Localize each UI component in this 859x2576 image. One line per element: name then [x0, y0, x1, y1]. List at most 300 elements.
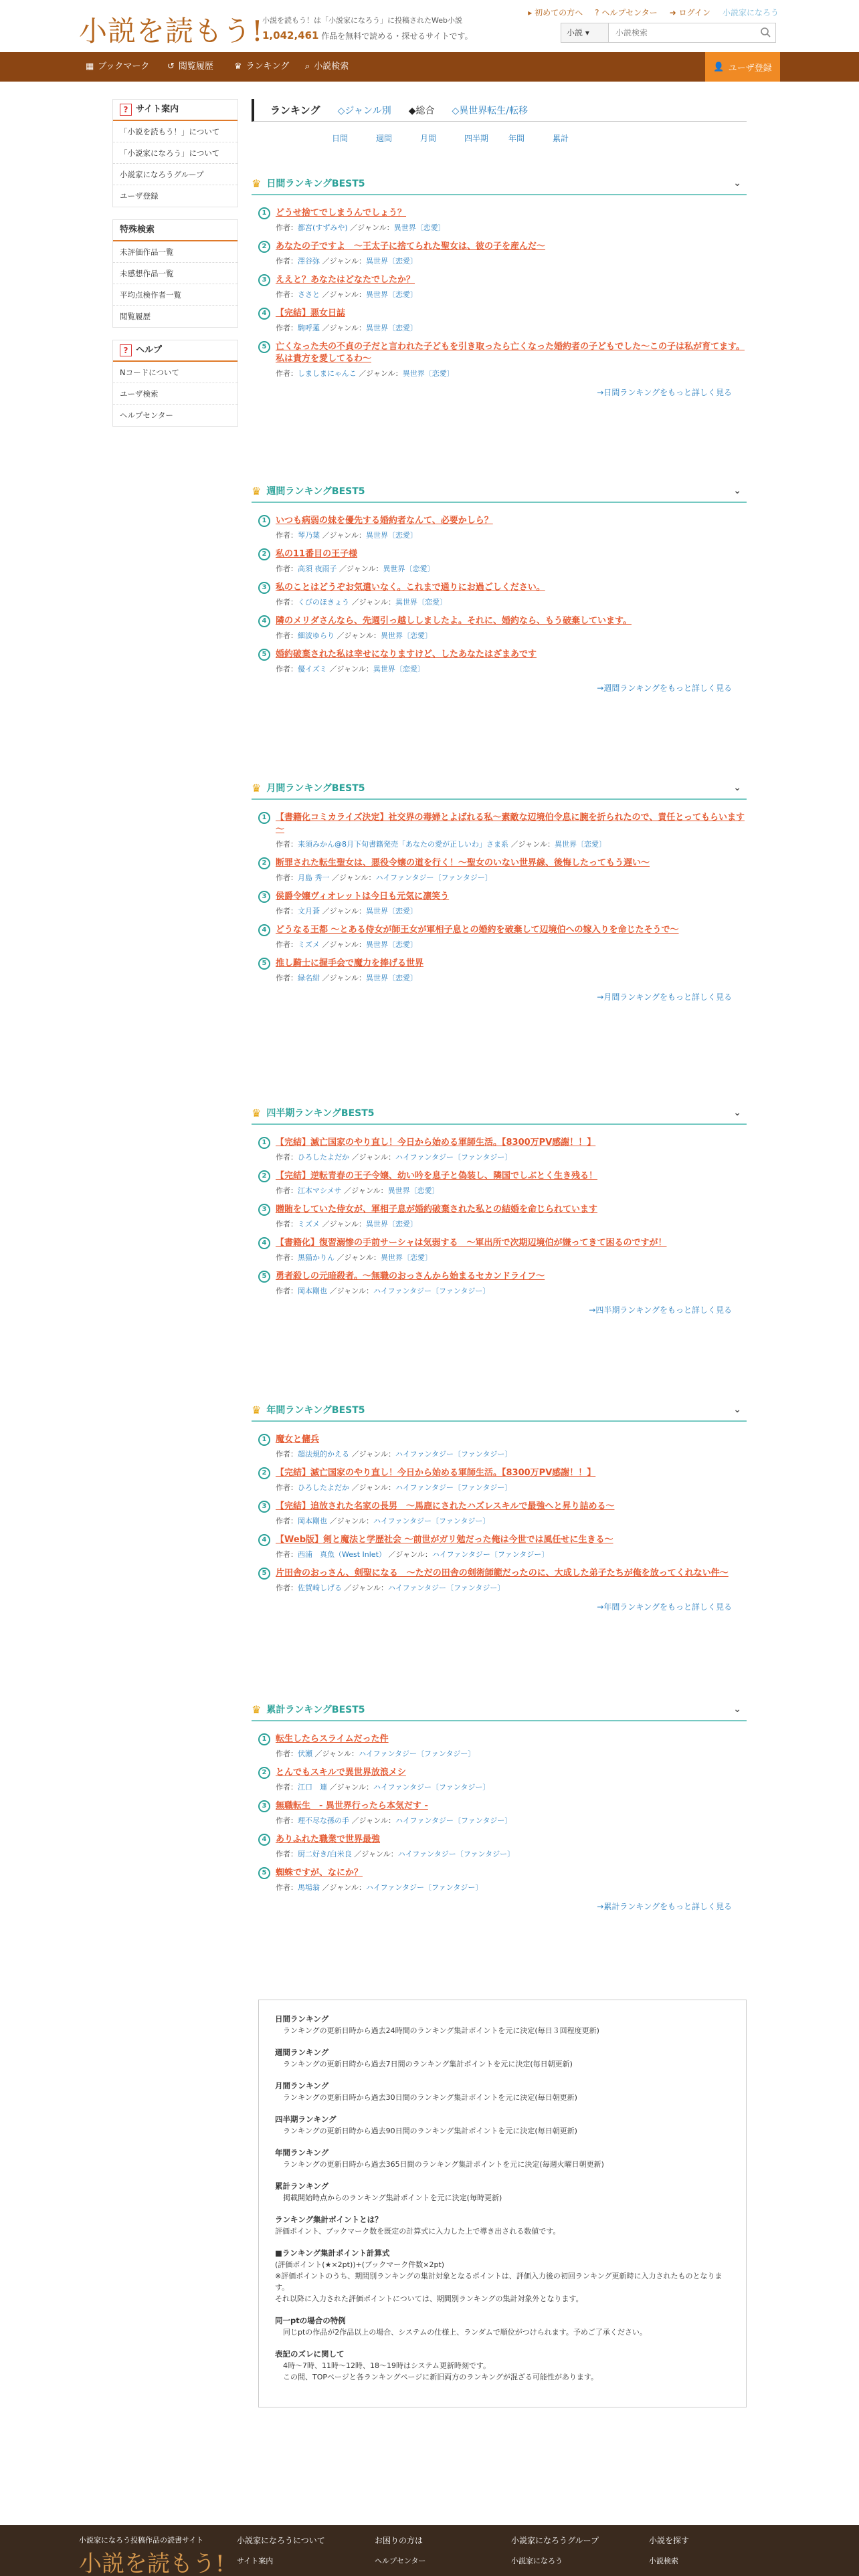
more-ranking-link[interactable]: →週間ランキングをもっと詳しく見る [597, 683, 732, 693]
author-label: 作者： [276, 1287, 298, 1295]
author-link[interactable]: 来須みかん@8月下旬書籍発売「あなたの愛が正しいわ」さま系 [298, 840, 508, 849]
author-link[interactable]: 黒猫かりん [298, 1253, 335, 1262]
author-link[interactable]: ミズメ [298, 940, 320, 949]
genre-link[interactable]: ハイファンタジー〔ファンタジー〕 [388, 1584, 505, 1592]
author-link[interactable]: 文月蒼 [298, 907, 320, 916]
author-link[interactable]: ミズメ [298, 1220, 320, 1228]
sidebar-item-register[interactable]: ユーザ登録 [120, 191, 159, 201]
ranking-item [252, 857, 747, 883]
footer-link-guide[interactable]: サイト案内 [237, 2557, 274, 2565]
section-title: 累計ランキングBEST5 [266, 1705, 365, 1715]
rank-badge: 1 [258, 1137, 270, 1149]
question-icon: ? [120, 104, 132, 116]
novel-title-link[interactable]: 片田舎のおっさん、剣聖になる ～ただの田舎の剣術師範だったのに、大成した弟子たちが俺を放ってくれない件～ [276, 1568, 729, 1578]
section-title: 四半期ランキングBEST5 [266, 1108, 375, 1119]
novel-title-link[interactable]: どうせ捨てでしまうんでしょう？ [276, 208, 407, 218]
crown-icon: ♛ [252, 1106, 262, 1119]
genre-label: ／ジャンル： [322, 290, 367, 299]
author-link[interactable]: 緑名紺 [298, 974, 320, 982]
novel-meta [276, 255, 747, 266]
genre-label: ／ジャンル： [322, 324, 367, 332]
genre-link[interactable]: ハイファンタジー〔ファンタジー〕 [395, 1816, 512, 1825]
author-link[interactable]: 月島 秀一 [298, 873, 330, 882]
footer-col-group [511, 2535, 599, 2566]
section-heading[interactable] [252, 480, 747, 503]
crown-icon: ♛ [234, 62, 242, 72]
tab-total[interactable]: 累計 [553, 134, 569, 143]
novel-title-link[interactable]: 隣のメリダさんなら、先週引っ越ししましたよ。それに、婚約なら、もう破棄しています。 [276, 616, 632, 626]
genre-label: ／ジャンル： [329, 1287, 374, 1295]
novel-title-link[interactable]: 私の11番目の王子様 [276, 549, 358, 559]
user-icon: 👤 [713, 62, 725, 72]
info-item [275, 2047, 730, 2070]
novel-meta [276, 1185, 747, 1196]
novel-title-link[interactable]: 贈賄をしていた侍女が、軍相子息が婚約破棄された私との結婚を命じられています [276, 1204, 598, 1214]
info-time [275, 2349, 730, 2383]
novel-meta [276, 1218, 747, 1229]
rank-badge: 4 [258, 1237, 270, 1249]
author-label: 作者： [276, 1153, 298, 1162]
sidebar-item-user-search[interactable]: ユーザ検索 [113, 383, 237, 405]
info-tie [275, 2315, 730, 2338]
author-label: 作者： [276, 223, 298, 232]
info-time-heading: 表記のズレに関して [275, 2349, 345, 2359]
genre-link[interactable]: 異世界〔恋愛〕 [402, 369, 454, 378]
novel-title-link[interactable]: 亡くなった夫の不貞の子だと言われた子どもを引き取ったら亡くなった婚約者の子どもでした～この子は私が育てます。私は貴方を愛してるわ～ [276, 342, 745, 364]
login-label: ログイン [678, 8, 710, 17]
novel-title-link[interactable]: 蜘蛛ですが、なにか？ [276, 1868, 363, 1878]
info-item-desc: ランキングの更新日時から過去90日間のランキング集計ポイントを元に決定(毎日朝更新) [283, 2127, 577, 2135]
ranking-item [252, 891, 747, 916]
author-link[interactable]: 超法規的かえる [298, 1450, 349, 1459]
chevron-down-icon[interactable]: ⌄ [733, 486, 741, 496]
nav-bookmark[interactable] [86, 52, 149, 82]
register-button[interactable] [705, 52, 780, 82]
genre-label: ／ジャンル： [322, 974, 367, 982]
novel-meta [276, 1782, 747, 1792]
tab-daily[interactable]: 日間 [332, 134, 349, 143]
genre-link[interactable]: ハイファンタジー〔ファンタジー〕 [395, 1450, 512, 1459]
novel-meta [276, 1549, 747, 1560]
author-label: 作者： [276, 1850, 298, 1858]
novel-title-link[interactable]: どうなる王都 ～とある侍女が師王女が軍相子息との婚約を破棄して辺境伯への嫁入りを命じたそうで～ [276, 925, 679, 935]
genre-link[interactable]: 異世界〔恋愛〕 [381, 631, 433, 640]
author-link[interactable]: 佐賀崎しげる [298, 1584, 342, 1592]
info-item-heading: 年間ランキング [275, 2148, 329, 2157]
novel-meta [276, 530, 747, 540]
ranking-item [252, 1834, 747, 1859]
genre-label: ／ジャンル： [314, 1749, 359, 1758]
ranking-list [252, 812, 747, 983]
sidebar-item-no-review[interactable]: 未感想作品一覧 [113, 263, 237, 284]
genre-label: ／ジャンル： [351, 1450, 396, 1459]
more-ranking-link[interactable]: →累計ランキングをもっと詳しく見る [597, 1902, 732, 1911]
ranking-item [252, 341, 747, 379]
tab-overall[interactable]: ◆総合 [408, 105, 435, 116]
author-link[interactable]: 細波ゆらり [298, 631, 335, 640]
special-search-heading: 特殊検索 [113, 220, 237, 241]
novel-title-link[interactable]: あなたの子ですよ ～王太子に捨てられた聖女は、彼の子を産んだ～ [276, 241, 546, 251]
novel-title-link[interactable]: ええと？あなたはどなたでしたか？ [276, 275, 415, 285]
info-tie-heading: 同一ptの場合の特例 [275, 2316, 346, 2325]
novel-title-link[interactable]: ありふれた職業で世界最強 [276, 1834, 381, 1844]
novel-title-link[interactable]: 婚約破棄された私は幸せになりますけど、したあなたはざまあです [276, 649, 537, 659]
ranking-item [252, 1170, 747, 1196]
genre-label: ／ジャンル： [322, 1883, 367, 1892]
genre-link[interactable]: 異世界〔恋愛〕 [387, 1186, 440, 1195]
nav-search-label: 小説検索 [314, 62, 349, 72]
novel-title-link[interactable]: 断罪された転生聖女は、悪役令嬢の道を行く！～聖女のいない世界線、後悔したってもう遅い～ [276, 858, 650, 868]
footer-col-group-heading: 小説家になろうグループ [511, 2536, 599, 2545]
ranking-list [252, 1733, 747, 1893]
more-ranking-link[interactable]: →四半期ランキングをもっと詳しく見る [589, 1305, 732, 1315]
author-link[interactable]: ささと [298, 290, 320, 299]
footer-link-help-center[interactable]: ヘルプセンター [375, 2557, 426, 2565]
novel-title-link[interactable]: とんでもスキルで異世界放浪メシ [276, 1767, 406, 1778]
search-bar [561, 23, 776, 43]
author-link[interactable]: 理不尽な孫の手 [298, 1816, 349, 1825]
author-link[interactable]: 岡本剛也 [298, 1517, 327, 1525]
novel-count-line [262, 29, 473, 41]
info-item [275, 2114, 730, 2137]
author-link[interactable]: 優イズミ [298, 665, 327, 673]
author-link[interactable]: 伏瀬 [298, 1749, 312, 1758]
genre-label: ／ジャンル： [322, 907, 367, 916]
chevron-down-icon[interactable]: ⌄ [733, 178, 741, 189]
ranking-title: ランキング [270, 104, 320, 116]
author-label: 作者： [276, 257, 298, 265]
ranking-item [252, 582, 747, 607]
section-title: 週間ランキングBEST5 [266, 486, 365, 497]
chevron-down-icon[interactable]: ⌄ [733, 1404, 741, 1415]
genre-link[interactable]: 異世界〔恋愛〕 [555, 840, 607, 849]
genre-label: ／ジャンル： [344, 1584, 389, 1592]
history-icon: ↺ [167, 62, 175, 72]
info-item-heading: 日間ランキング [275, 2014, 329, 2024]
novel-meta [276, 222, 747, 233]
author-link[interactable]: 厨二好き/白米良 [298, 1850, 352, 1858]
search-icon: ⌕ [305, 62, 310, 72]
novel-title-link[interactable]: 侯爵令嬢ヴィオレットは今日も元気に凛笑う [276, 891, 450, 901]
author-label: 作者： [276, 665, 298, 673]
info-note-1: ※評価ポイントのうち、期間別ランキングの集計対象となるポイントは、評価入力後の初回ランキング更新時に入力されたものとなります。 [275, 2272, 723, 2292]
genre-link[interactable]: 異世界〔恋愛〕 [366, 531, 418, 540]
ranking-section [252, 173, 747, 398]
genre-link[interactable]: ハイファンタジー〔ファンタジー〕 [395, 1483, 512, 1492]
novel-title-link[interactable]: 魔女と傭兵 [276, 1434, 320, 1444]
genre-label: ／ジャンル： [339, 564, 383, 573]
crown-icon: ♛ [252, 484, 262, 498]
author-label: 作者： [276, 564, 298, 573]
novel-title-link[interactable]: いつも病弱の妹を優先する婚約者なんて、必要かしら？ [276, 516, 493, 526]
genre-label: ／ジャンル： [351, 1816, 396, 1825]
novel-title-link[interactable]: 【完結】滅亡国家のやり直し！今日から始める軍師生活。【8300万PV感謝！！】 [276, 1468, 596, 1478]
author-link[interactable]: 岡本剛也 [298, 1287, 327, 1295]
help-center-link[interactable]: ? ヘルプセンター [595, 8, 658, 17]
top-links [528, 7, 779, 18]
more-ranking-link[interactable]: →月間ランキングをもっと詳しく見る [597, 992, 732, 1002]
genre-link[interactable]: ハイファンタジー〔ファンタジー〕 [395, 1153, 512, 1162]
footer-col-help [375, 2535, 425, 2566]
sidebar-item-group[interactable]: 小説家になろうグループ [113, 164, 237, 185]
genre-link[interactable]: 異世界〔恋愛〕 [393, 223, 446, 232]
genre-link[interactable]: 異世界〔恋愛〕 [366, 324, 418, 332]
bookmark-icon: ▦ [86, 62, 94, 72]
info-item-heading: 四半期ランキング [275, 2115, 337, 2124]
tagline: 小説を読もう！は「小説家になろう」に投稿されたWeb小説 [262, 16, 462, 25]
novel-title-link[interactable]: 勇者殺しの元暗殺者。～無職のおっさんから始まるセカンドライフ～ [276, 1271, 545, 1281]
genre-link[interactable]: 異世界〔恋愛〕 [366, 974, 418, 982]
info-item-desc: ランキングの更新日時から過去7日間のランキング集計ポイントを元に決定(毎日朝更新) [283, 2060, 573, 2068]
section-heading[interactable] [252, 1102, 747, 1125]
genre-label: ／ジャンル： [350, 223, 394, 232]
genre-link[interactable]: ハイファンタジー〔ファンタジー〕 [373, 1517, 490, 1525]
genre-link[interactable]: 異世界〔恋愛〕 [373, 665, 425, 673]
rank-badge: 1 [258, 515, 270, 527]
author-label: 作者： [276, 1883, 298, 1892]
author-link[interactable]: ひろしたよだか [298, 1483, 349, 1492]
tab-weekly[interactable]: 週間 [376, 134, 393, 143]
nav-ranking[interactable] [234, 52, 289, 82]
novel-meta [276, 322, 747, 333]
genre-link[interactable]: 異世界〔恋愛〕 [395, 598, 448, 607]
section-title: 年間ランキングBEST5 [266, 1405, 365, 1416]
special-search-box [112, 219, 238, 328]
more-ranking-link[interactable]: →日間ランキングをもっと詳しく見る [597, 388, 732, 397]
login-link[interactable]: ➜ ログイン [669, 8, 710, 17]
footer-col-about-heading: 小説家になろうについて [237, 2536, 325, 2545]
novel-title-link[interactable]: 【書籍化コミカライズ決定】社交界の毒婦とよばれる私～素敵な辺境伯令息に腕を折られたので、責任とってもらいます～ [276, 813, 745, 835]
genre-link[interactable]: ハイファンタジー〔ファンタジー〕 [432, 1550, 549, 1559]
info-item-heading: 月間ランキング [275, 2081, 329, 2090]
sidebar-item-history[interactable]: 閲覧履歴 [120, 312, 151, 321]
ranking-item [252, 515, 747, 540]
author-link[interactable]: 高須 夜雨子 [298, 564, 337, 573]
info-formula-desc: (評価ポイント(★×2pt))+(ブックマーク件数×2pt) [275, 2260, 445, 2269]
author-label: 作者： [276, 1483, 298, 1492]
author-label: 作者： [276, 940, 298, 949]
genre-link[interactable]: 異世界〔恋愛〕 [366, 290, 418, 299]
ranking-item [252, 548, 747, 574]
more-ranking-link[interactable]: →年間ランキングをもっと詳しく見る [597, 1602, 732, 1612]
genre-link[interactable]: 異世界〔恋愛〕 [366, 907, 418, 916]
ranking-item [252, 1800, 747, 1826]
sidebar-item-help-center[interactable]: ヘルプセンター [120, 411, 173, 420]
section-heading[interactable] [252, 173, 747, 195]
rank-badge: 5 [258, 958, 270, 970]
site-guide-box [112, 99, 238, 207]
genre-link[interactable]: ハイファンタジー〔ファンタジー〕 [375, 873, 492, 882]
footer-logo[interactable]: 小説を読もう! [79, 2551, 225, 2576]
author-label: 作者： [276, 1783, 298, 1792]
novel-title-link[interactable]: 【Web版】剣と魔法と学歴社会 ～前世がガリ勉だった俺は今世では風任せに生きる～ [276, 1535, 613, 1545]
chevron-down-icon[interactable]: ⌄ [733, 1704, 741, 1715]
search-type-select[interactable]: 小説 ▾ [561, 23, 609, 43]
ranking-section [252, 480, 747, 693]
rank-badge: 3 [258, 891, 270, 903]
ranking-section [252, 1399, 747, 1612]
chevron-down-icon[interactable]: ⌄ [733, 1107, 741, 1118]
sidebar-item-unrated[interactable]: 未評価作品一覧 [113, 241, 237, 263]
author-link[interactable]: 江口 連 [298, 1783, 327, 1792]
novel-title-link[interactable]: 【完結】悪女日誌 [276, 308, 346, 318]
author-link[interactable]: 駒呼蓮 [298, 324, 320, 332]
genre-link[interactable]: ハイファンタジー〔ファンタジー〕 [373, 1287, 490, 1295]
sidebar [112, 99, 238, 439]
search-icon[interactable] [760, 27, 771, 37]
nav-history[interactable] [167, 52, 213, 82]
genre-label: ／ジャンル： [332, 873, 376, 882]
footer-col-find-heading: 小説を探す [649, 2536, 690, 2545]
novel-title-link[interactable]: 【完結】追放された名家の長男 ～馬鹿にされたハズレスキルで最強へと昇り詰める～ [276, 1501, 615, 1511]
footer-link-narou[interactable]: 小説家になろう [511, 2557, 563, 2565]
author-label: 作者： [276, 1816, 298, 1825]
author-link[interactable]: 江本マシメサ [298, 1186, 342, 1195]
sidebar-item-about-yomou[interactable]: 「小説を読もう！」について [113, 121, 237, 142]
author-label: 作者： [276, 974, 298, 982]
author-link[interactable]: 都宮(すずみや) [298, 223, 348, 232]
novel-meta [276, 563, 747, 574]
genre-link[interactable]: 異世界〔恋愛〕 [381, 1253, 433, 1262]
first-time-label: 初めての方へ [535, 8, 583, 17]
section-heading[interactable] [252, 1399, 747, 1422]
genre-label: ／ジャンル： [322, 1220, 367, 1228]
footer-link-search[interactable]: 小説検索 [649, 2557, 678, 2565]
footer-col-find [649, 2535, 689, 2566]
genre-label: ／ジャンル： [354, 1850, 398, 1858]
sidebar-item-ncode[interactable]: Nコードについて [113, 362, 237, 383]
crown-icon: ♛ [252, 1403, 262, 1416]
info-item-heading: 週間ランキング [275, 2048, 329, 2057]
novel-title-link[interactable]: 【完結】逆転青春の王子令嬢、幼い吟を息子と偽装し、隣国でしぶとく生き残る！ [276, 1171, 598, 1181]
info-point-heading: ランキング集計ポイントとは？ [275, 2215, 383, 2224]
section-heading[interactable] [252, 1699, 747, 1721]
rank-badge: 1 [258, 207, 270, 219]
author-link[interactable]: 西浦 真魚（West Inlet） [298, 1550, 386, 1559]
author-label: 作者： [276, 840, 298, 849]
author-link[interactable]: しましまにゃんこ [298, 369, 357, 378]
genre-link[interactable]: 異世界〔恋愛〕 [366, 940, 418, 949]
author-link[interactable]: 澤谷弥 [298, 257, 320, 265]
ranking-type-tabs [252, 99, 747, 122]
rank-badge: 4 [258, 1834, 270, 1846]
novel-title-link[interactable]: 無職転生 - 異世界行ったら本気だす - [276, 1801, 428, 1811]
ranking-item [252, 1501, 747, 1526]
novel-title-link[interactable]: 私のことはどうぞお気遣いなく。これまで通りにお過ごしください。 [276, 582, 545, 593]
first-time-link[interactable]: ▸ 初めての方へ [528, 8, 583, 17]
author-label: 作者： [276, 1450, 298, 1459]
genre-link[interactable]: 異世界〔恋愛〕 [366, 1220, 418, 1228]
ranking-section [252, 1102, 747, 1315]
novel-meta [276, 630, 747, 641]
rank-badge: 4 [258, 308, 270, 320]
ranking-item [252, 1867, 747, 1893]
info-formula-heading: ■ランキング集計ポイント計算式 [275, 2248, 390, 2258]
ranking-list [252, 1137, 747, 1296]
genre-link[interactable]: 異世界〔恋愛〕 [383, 564, 435, 573]
nav-history-label: 閲覧履歴 [178, 62, 213, 72]
author-label: 作者： [276, 1186, 298, 1195]
info-point-desc: 評価ポイント、ブックマーク数を既定の計算式に入力した上で導き出される数値です。 [275, 2227, 561, 2236]
novel-title-link[interactable]: 転生したらスライムだった件 [276, 1734, 389, 1744]
novel-title-link[interactable]: 【完結】滅亡国家のやり直し！今日から始める軍師生活。【8300万PV感謝！！】 [276, 1138, 596, 1148]
genre-link[interactable]: ハイファンタジー〔ファンタジー〕 [366, 1883, 483, 1892]
rank-badge: 3 [258, 1501, 270, 1513]
info-item-desc: ランキングの更新日時から過去30日間のランキング集計ポイントを元に決定(毎日朝更新) [283, 2093, 577, 2102]
info-item [275, 2147, 730, 2170]
tab-quarterly[interactable]: 四半期 [464, 134, 489, 143]
ranking-item [252, 207, 747, 233]
rank-badge: 1 [258, 1434, 270, 1446]
site-logo[interactable]: 小説を読もう! [79, 15, 264, 47]
info-note-2: それ以降に入力された評価ポイントについては、期間別ランキングの集計対象外となります。 [275, 2294, 583, 2303]
help-box [112, 340, 238, 427]
genre-link[interactable]: ハイファンタジー〔ファンタジー〕 [359, 1749, 476, 1758]
author-link[interactable]: ひろしたよだか [298, 1153, 349, 1162]
author-link[interactable]: 馬場翁 [298, 1883, 320, 1892]
sidebar-item-avg-author[interactable]: 平均点検作者一覧 [113, 284, 237, 306]
tab-genre[interactable]: ◇ジャンル別 [337, 105, 391, 116]
nav-search[interactable] [305, 52, 349, 82]
footer-site-text: 小説家になろう投稿作品の読書サイト [79, 2536, 204, 2545]
narou-mini-logo[interactable]: 小説家になろう [722, 8, 779, 17]
section-heading[interactable] [252, 777, 747, 800]
rank-badge: 5 [258, 341, 270, 353]
rank-badge: 2 [258, 241, 270, 253]
genre-link[interactable]: 異世界〔恋愛〕 [366, 257, 418, 265]
ranking-item [252, 1271, 747, 1296]
author-label: 作者： [276, 1517, 298, 1525]
genre-label: ／ジャンル： [344, 1186, 388, 1195]
ranking-item [252, 958, 747, 983]
novel-title-link[interactable]: 推し騎士に握手会で魔力を捧げる世界 [276, 958, 424, 968]
ranking-item [252, 1767, 747, 1792]
genre-label: ／ジャンル： [329, 665, 373, 673]
genre-link[interactable]: ハイファンタジー〔ファンタジー〕 [397, 1850, 515, 1858]
question-icon: ? [120, 344, 132, 356]
info-time-desc-1: 4時〜7時、11時〜12時、18〜19時はシステム更新時刻です。 [283, 2361, 491, 2370]
tab-yearly[interactable]: 年間 [508, 134, 525, 143]
rank-badge: 5 [258, 1271, 270, 1283]
sidebar-item-about-narou[interactable]: 「小説家になろう」について [113, 142, 237, 164]
search-input[interactable] [609, 23, 776, 43]
novel-meta [276, 1152, 747, 1162]
author-label: 作者： [276, 290, 298, 299]
author-link[interactable]: くびのほきょう [298, 598, 349, 607]
author-label: 作者： [276, 907, 298, 916]
ranking-item [252, 1733, 747, 1759]
novel-count-suffix: 作品を無料で読める・探せるサイトです。 [321, 31, 473, 41]
main-nav [0, 52, 859, 82]
genre-link[interactable]: ハイファンタジー〔ファンタジー〕 [373, 1783, 490, 1792]
novel-title-link[interactable]: 【書籍化】復習溺惨の手前サーシャは気弱する ～軍出所で次期辺境伯が嫌ってきて困るのですが！ [276, 1238, 667, 1248]
ranking-item [252, 924, 747, 950]
search-type-value: 小説 [567, 28, 583, 37]
chevron-down-icon[interactable]: ⌄ [733, 782, 741, 793]
novel-meta [276, 1252, 747, 1263]
novel-meta [276, 939, 747, 950]
site-header [0, 0, 859, 52]
author-label: 作者： [276, 531, 298, 540]
rank-badge: 5 [258, 1867, 270, 1879]
author-link[interactable]: 琴乃葉 [298, 531, 320, 540]
tab-isekai[interactable]: ◇異世界転生/転移 [452, 105, 528, 116]
tab-monthly[interactable]: 月間 [420, 134, 437, 143]
novel-count: 1,042,461 [262, 29, 319, 41]
author-label: 作者： [276, 631, 298, 640]
genre-label: ／ジャンル： [322, 531, 367, 540]
novel-meta [276, 597, 747, 607]
